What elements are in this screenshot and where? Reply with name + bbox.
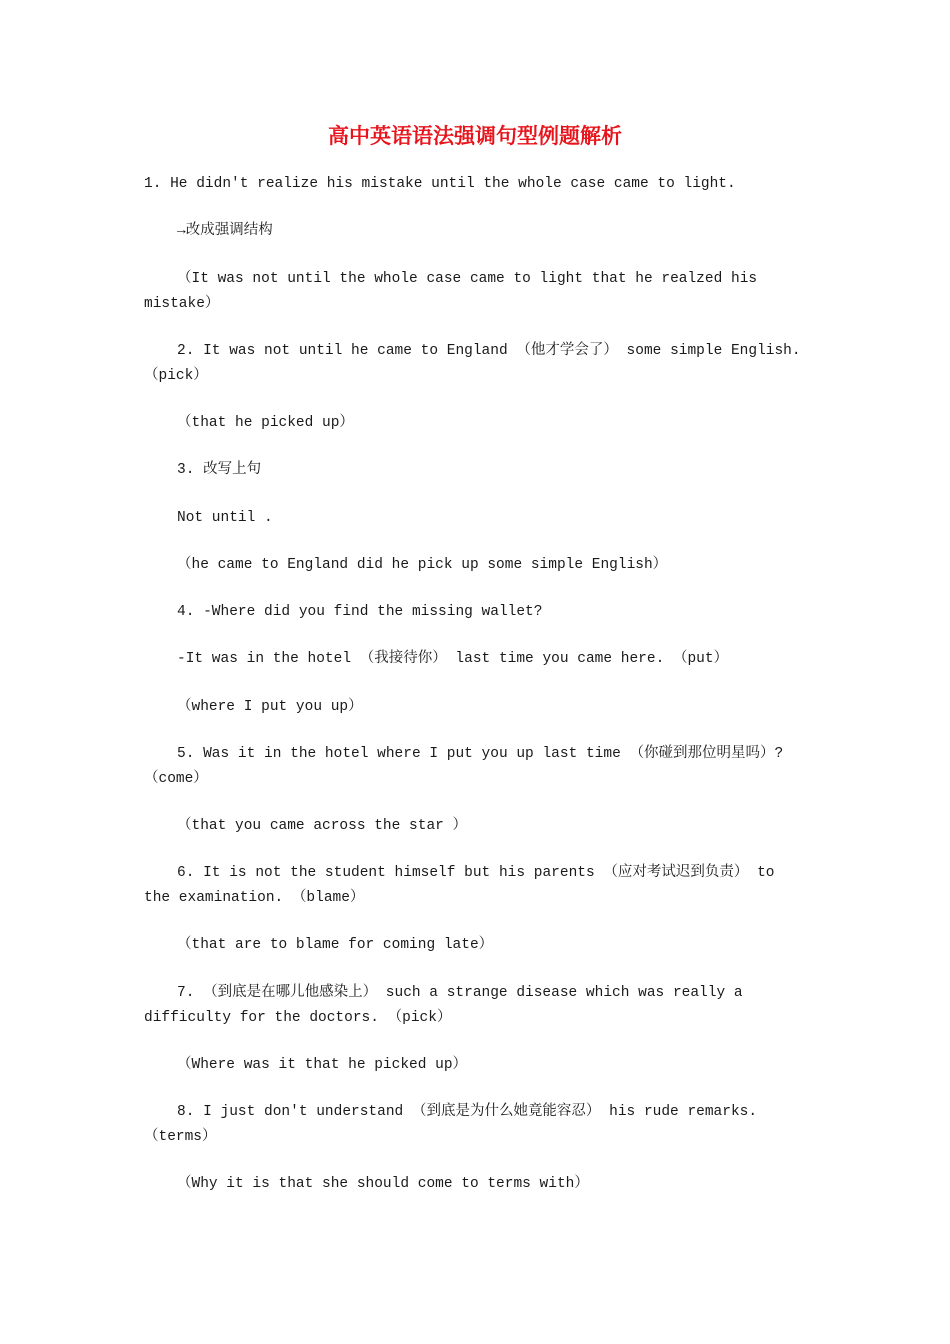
- text-line: （where I put you up）: [177, 699, 363, 715]
- text-line: mistake）: [144, 296, 220, 312]
- text-line: 6. It is not the student himself but his parents （应对考试迟到负责） to: [177, 865, 775, 881]
- text-line: （Why it is that she should come to terms with）: [177, 1176, 589, 1192]
- text-line: 7. （到底是在哪儿他感染上） such a strange disease which was really a: [177, 985, 743, 1001]
- text-line: 8. I just don't understand （到底是为什么她竟能容忍） his rude remarks.: [177, 1104, 758, 1120]
- text-line: （come）: [144, 771, 208, 787]
- text-line: the examination. （blame）: [144, 890, 365, 906]
- text-line: -It was in the hotel （我接待你） last time you came here. （put）: [177, 651, 729, 667]
- text-line: 2. It was not until he came to England （他才学会了） some simple English.: [177, 343, 801, 359]
- text-line: （that are to blame for coming late）: [177, 937, 494, 953]
- text-line: difficulty for the doctors. （pick）: [144, 1010, 452, 1026]
- text-line: →改成强调结构: [177, 223, 273, 239]
- text-line: （pick）: [144, 368, 208, 384]
- page-title: 高中英语语法强调句型例题解析: [328, 123, 622, 148]
- text-line: （that he picked up）: [177, 415, 354, 431]
- text-line: （terms）: [144, 1129, 217, 1145]
- text-line: （It was not until the whole case came to light that he realzed his: [177, 271, 758, 287]
- text-line: 3. 改写上句: [177, 462, 262, 478]
- text-line: 1. He didn't realize his mistake until the whole case came to light.: [144, 176, 736, 192]
- text-line: Not until .: [177, 510, 273, 526]
- text-line: 5. Was it in the hotel where I put you up last time （你碰到那位明星吗）?: [177, 746, 784, 762]
- text-line: （that you came across the star ）: [177, 818, 468, 834]
- text-line: （Where was it that he picked up）: [177, 1057, 468, 1073]
- text-line: 4. -Where did you find the missing wallet?: [177, 604, 543, 620]
- text-line: （he came to England did he pick up some simple English）: [177, 557, 668, 573]
